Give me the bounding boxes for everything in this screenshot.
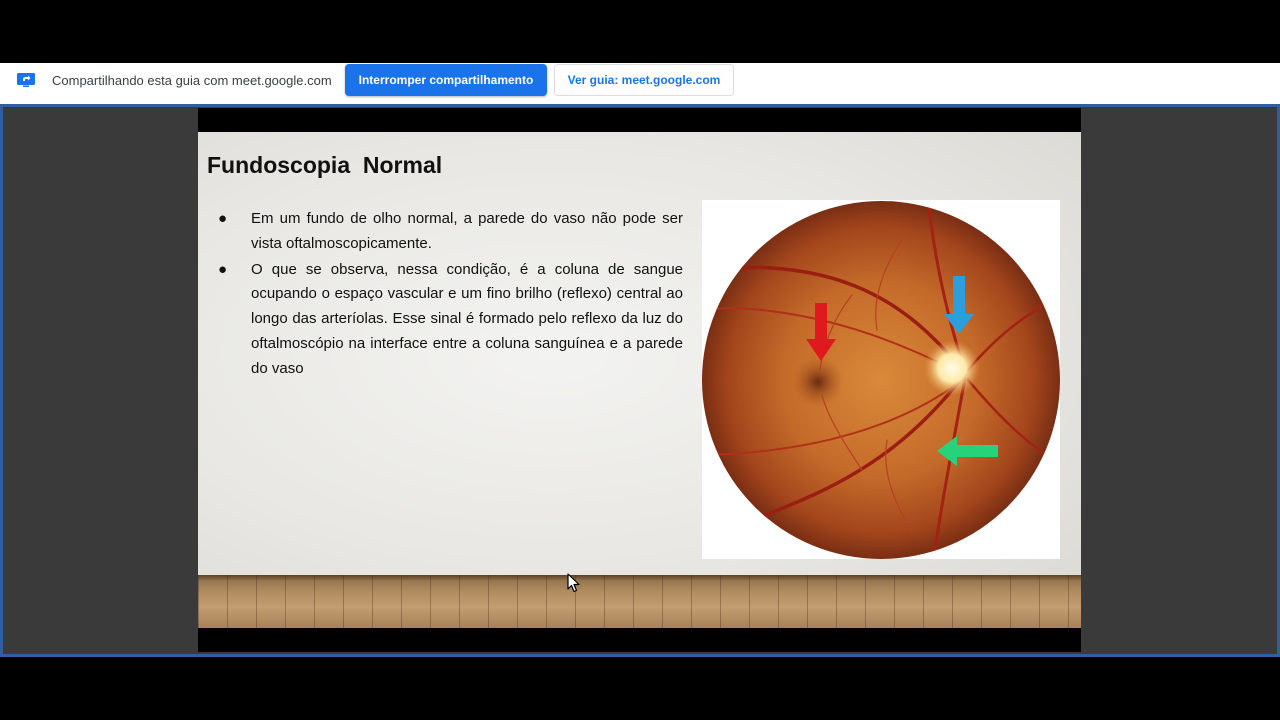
retina-disc xyxy=(702,201,1060,559)
wood-floor-decoration xyxy=(198,575,1081,628)
bullet-marker: ● xyxy=(218,260,228,278)
screen-share-bar xyxy=(0,63,1280,104)
bullet-text: Em um fundo de olho normal, a parede do vaso não pode ser vista oftalmoscopicamente. xyxy=(251,210,683,252)
bullet-text: O que se observa, nessa condição, é a coluna de sangue ocupando o espaço vascular e um fino brilho (reflexo) central ao longo das arteríolas. Esse sinal é formado pelo reflexo da luz do oftalmoscópio na interface entre a coluna sanguínea e a parede do vaso xyxy=(251,260,683,377)
present-screen-icon xyxy=(17,73,35,87)
slide-title: Fundoscopia Normal xyxy=(207,152,443,178)
bullet-list xyxy=(218,207,683,383)
view-tab-button[interactable]: Ver guia: meet.google.com xyxy=(554,64,734,96)
stop-sharing-button[interactable]: Interromper compartilhamento xyxy=(345,64,547,96)
top-letterbox xyxy=(0,0,1280,63)
floor-shadow xyxy=(198,575,1081,581)
mouse-pointer-icon xyxy=(567,573,581,593)
bullet-item xyxy=(218,258,683,382)
fundus-image xyxy=(702,200,1060,559)
sharing-status-text: Compartilhando esta guia com meet.google.com xyxy=(52,73,332,88)
bullet-marker: ● xyxy=(218,210,228,227)
bullet-item xyxy=(218,207,683,257)
presentation-slide xyxy=(198,132,1081,628)
